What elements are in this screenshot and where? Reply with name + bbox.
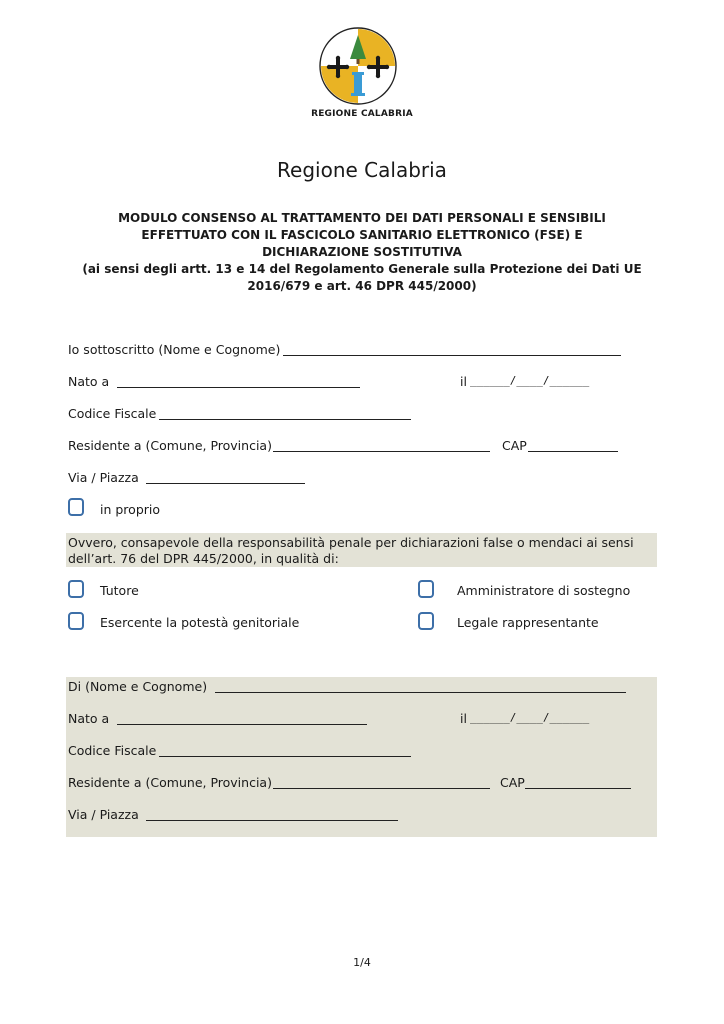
tutore-checkbox[interactable] <box>68 580 84 598</box>
page-number: 1/4 <box>353 956 371 969</box>
via2-field[interactable] <box>146 820 398 821</box>
nato2-label: Nato a <box>68 711 110 726</box>
legale-label: Legale rappresentante <box>457 615 599 630</box>
nato2-field[interactable] <box>117 724 367 725</box>
regione-calabria-logo <box>319 25 397 107</box>
in-proprio-checkbox[interactable] <box>68 498 84 516</box>
via-label: Via / Piazza <box>68 470 139 485</box>
sottoscritto-field[interactable] <box>283 355 621 356</box>
tutore-label: Tutore <box>100 583 139 598</box>
ovvero-line-2: dell’art. 76 del DPR 445/2000, in qualità di: <box>68 551 339 566</box>
cap-label: CAP <box>502 438 527 453</box>
heading-line-2: EFFETTUATO CON IL FASCICOLO SANITARIO ELETTRONICO (FSE) E <box>141 228 583 242</box>
il2-label: il <box>460 711 467 726</box>
ovvero-line-1: Ovvero, consapevole della responsabilità penale per dichiarazioni false o mendaci ai sensi <box>68 535 634 550</box>
amministratore-label: Amministratore di sostegno <box>457 583 631 598</box>
heading-line-5: 2016/679 e art. 46 DPR 445/2000) <box>247 279 477 293</box>
logo-text: REGIONE CALABRIA <box>311 109 413 119</box>
birth-date2-field[interactable]: ______/____/______ <box>470 711 590 724</box>
residente2-label: Residente a (Comune, Provincia) <box>68 775 272 790</box>
cap-field[interactable] <box>528 451 618 452</box>
sottoscritto-label: Io sottoscritto (Nome e Cognome) <box>68 342 281 357</box>
cap2-field[interactable] <box>525 788 631 789</box>
di-field[interactable] <box>215 692 626 693</box>
residente-label: Residente a (Comune, Provincia) <box>68 438 272 453</box>
amministratore-checkbox[interactable] <box>418 580 434 598</box>
legale-checkbox[interactable] <box>418 612 434 630</box>
heading-line-4: (ai sensi degli artt. 13 e 14 del Regolamento Generale sulla Protezione dei Dati UE <box>82 262 642 276</box>
codice-fiscale-field[interactable] <box>159 419 411 420</box>
birth-date-field[interactable]: ______/____/______ <box>470 374 590 387</box>
in-proprio-label: in proprio <box>100 502 161 517</box>
cap2-label: CAP <box>500 775 525 790</box>
heading-line-3: DICHIARAZIONE SOSTITUTIVA <box>262 245 462 259</box>
nato-field[interactable] <box>117 387 360 388</box>
via2-label: Via / Piazza <box>68 807 139 822</box>
via-field[interactable] <box>146 483 305 484</box>
codice-fiscale2-field[interactable] <box>159 756 411 757</box>
codice-fiscale2-label: Codice Fiscale <box>68 743 157 758</box>
nato-label: Nato a <box>68 374 110 389</box>
page-title: Regione Calabria <box>277 158 447 182</box>
il-label: il <box>460 374 467 389</box>
di-label: Di (Nome e Cognome) <box>68 679 208 694</box>
esercente-label: Esercente la potestà genitoriale <box>100 615 300 630</box>
codice-fiscale-label: Codice Fiscale <box>68 406 157 421</box>
residente-field[interactable] <box>273 451 490 452</box>
esercente-checkbox[interactable] <box>68 612 84 630</box>
heading-line-1: MODULO CONSENSO AL TRATTAMENTO DEI DATI PERSONALI E SENSIBILI <box>118 211 606 225</box>
residente2-field[interactable] <box>273 788 490 789</box>
